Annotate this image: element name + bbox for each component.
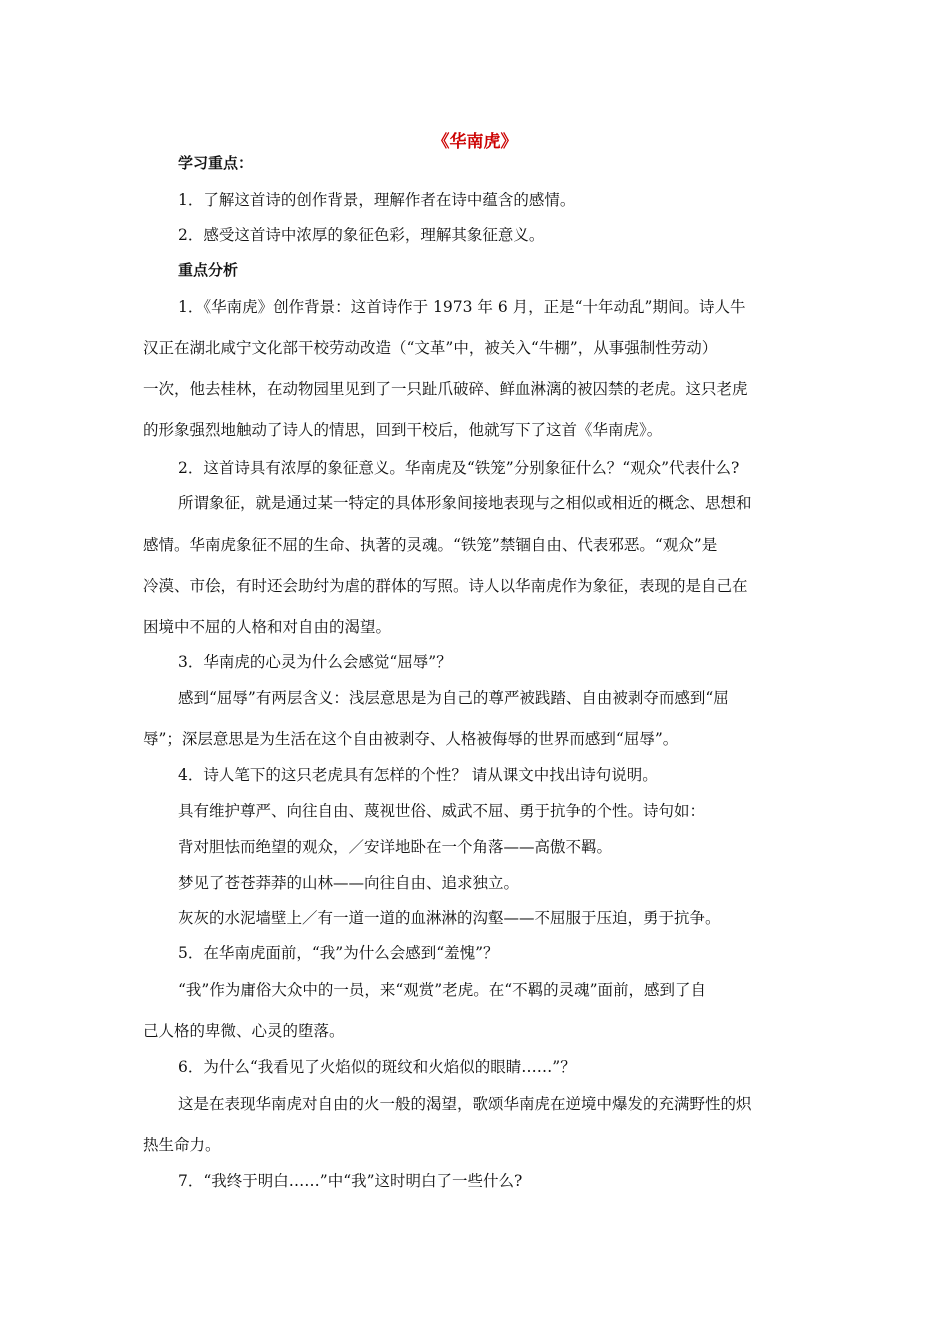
text-line: 7．“我终于明白……”中“我”这时明白了一些什么? — [178, 1172, 523, 1190]
text-line: 汉正在湖北咸宁文化部干校劳动改造（“文革”中，被关入“牛棚”，从事强制性劳动） — [143, 339, 718, 357]
text-line: 5．在华南虎面前，“我”为什么会感到“羞愧”？ — [178, 944, 499, 962]
text-line: 一次，他去桂林，在动物园里见到了一只趾爪破碎、鲜血淋漓的被囚禁的老虎。这只老虎 — [143, 380, 748, 398]
text-line: 2．感受这首诗中浓厚的象征色彩，理解其象征意义。 — [178, 226, 545, 244]
text-line: 1．了解这首诗的创作背景，理解作者在诗中蕴含的感情。 — [178, 191, 576, 209]
text-line: 背对胆怯而绝望的观众，／安详地卧在一个角落——高傲不羁。 — [178, 838, 613, 856]
text-line: 所谓象征，就是通过某一特定的具体形象间接地表现与之相似或相近的概念、思想和 — [178, 494, 752, 512]
text-line: 6．为什么“我看见了火焰似的斑纹和火焰似的眼睛……”？ — [178, 1058, 576, 1076]
text-line: 4．诗人笔下的这只老虎具有怎样的个性？ 请从课文中找出诗句说明。 — [178, 766, 658, 784]
text-line: 这是在表现华南虎对自由的火一般的渴望，歌颂华南虎在逆境中爆发的充满野性的炽 — [178, 1095, 752, 1113]
text-line: 3．华南虎的心灵为什么会感觉“屈辱”？ — [178, 653, 452, 671]
text-line: “我”作为庸俗大众中的一员，来“观赏”老虎。在“不羁的灵魂”面前，感到了自 — [178, 981, 707, 999]
text-line: 梦见了苍苍莽莽的山林——向往自由、追求独立。 — [178, 874, 520, 892]
text-line: 的形象强烈地触动了诗人的情思，回到干校后，他就写下了这首《华南虎》。 — [143, 421, 663, 439]
section-heading: 重点分析 — [178, 261, 239, 279]
text-line: 辱”；深层意思是为生活在这个自由被剥夺、人格被侮辱的世界而感到“屈辱”。 — [143, 730, 679, 748]
text-line: 困境中不屈的人格和对自由的渴望。 — [143, 618, 392, 636]
text-line: 1．《华南虎》创作背景：这首诗作于 1973 年 6 月，正是“十年动乱”期间。诗人牛 — [178, 298, 746, 316]
text-line: 灰灰的水泥墙壁上／有一道一道的血淋淋的沟壑——不屈服于压迫，勇于抗争。 — [178, 909, 721, 927]
text-line: 感到“屈辱”有两层含义：浅层意思是为自己的尊严被践踏、自由被剥夺而感到“屈 — [178, 689, 729, 707]
text-line: 具有维护尊严、向往自由、蔑视世俗、威武不屈、勇于抗争的个性。诗句如： — [178, 802, 706, 820]
section-heading: 学习重点： — [178, 154, 254, 172]
text-line: 己人格的卑微、心灵的堕落。 — [143, 1022, 345, 1040]
text-line: 感情。华南虎象征不屈的生命、执著的灵魂。“铁笼”禁锢自由、代表邪恶。“观众”是 — [143, 536, 718, 554]
page-title: 《华南虎》 — [432, 132, 518, 152]
text-line: 冷漠、市侩，有时还会助纣为虐的群体的写照。诗人以华南虎作为象征，表现的是自己在 — [143, 577, 748, 595]
text-line: 热生命力。 — [143, 1136, 221, 1154]
text-line: 2．这首诗具有浓厚的象征意义。华南虎及“铁笼”分别象征什么？“观众”代表什么? — [178, 459, 740, 477]
